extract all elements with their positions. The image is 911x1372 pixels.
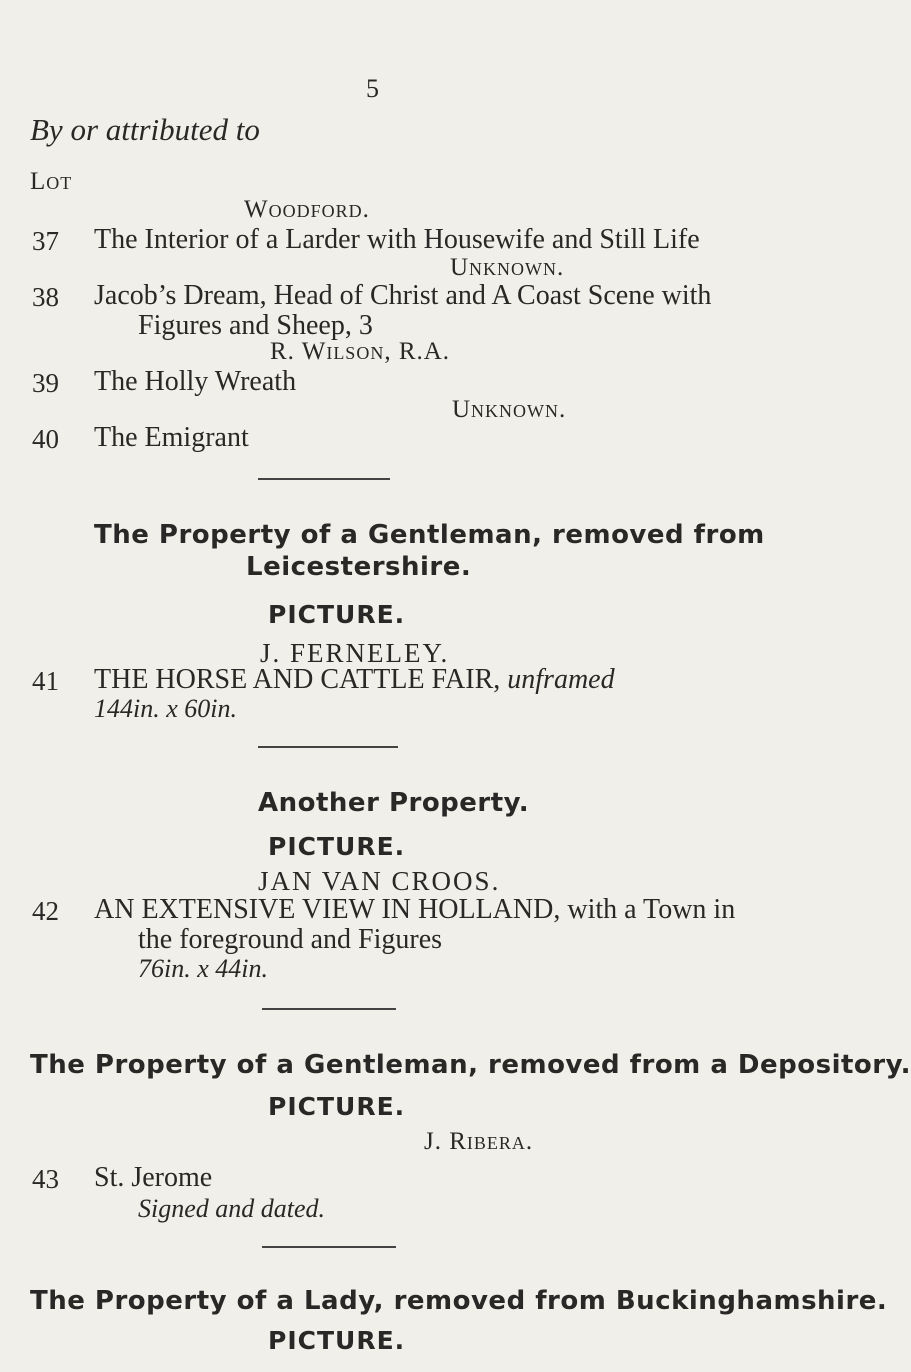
- header-attribution: By or attributed to: [30, 112, 260, 147]
- lot-38-artist: Unknown.: [450, 254, 565, 281]
- section-2-heading: Another Property.: [258, 788, 530, 818]
- lot-42-artist: JAN VAN CROOS.: [258, 866, 501, 896]
- lot-39-title: The Holly Wreath: [94, 366, 297, 397]
- section-3-picture-label: PICTURE.: [268, 1092, 406, 1121]
- lot-39-number: 39: [32, 368, 59, 398]
- lot-39-artist: R. Wilson, R.A.: [270, 338, 451, 365]
- lot-43-note: Signed and dated.: [138, 1194, 326, 1223]
- lot-43-artist: J. Ribera.: [424, 1128, 534, 1155]
- lot-42-number: 42: [32, 896, 59, 926]
- lot-41-title-text: THE HORSE AND CATTLE FAIR,: [94, 664, 501, 695]
- divider: [262, 1008, 396, 1010]
- lot-42-title-line2: the foreground and Figures: [138, 924, 443, 955]
- lot-38-title: Jacob’s Dream, Head of Christ and A Coast Scene with: [94, 280, 712, 311]
- lot-42-title-text: AN EXTENSIVE VIEW IN HOLLAND,: [94, 894, 561, 925]
- section-1-picture-label: PICTURE.: [268, 600, 406, 629]
- lot-37-number: 37: [32, 226, 59, 256]
- lot-37-title: The Interior of a Larder with Housewife and Still Life: [94, 224, 700, 255]
- lot-41-number: 41: [32, 666, 59, 696]
- section-4-picture-label: PICTURE.: [268, 1326, 406, 1355]
- section-1-heading-line2: Leicestershire.: [246, 552, 472, 582]
- lot-40-title: The Emigrant: [94, 422, 249, 453]
- divider: [258, 478, 390, 480]
- divider: [262, 1246, 396, 1248]
- lot-43-number: 43: [32, 1164, 59, 1194]
- lot-37-artist: Woodford.: [244, 196, 370, 223]
- lot-42-title: [94, 894, 735, 926]
- section-3-heading: The Property of a Gentleman, removed from a Depository.: [30, 1050, 911, 1080]
- lot-column-label: Lot: [30, 168, 73, 195]
- divider: [258, 746, 398, 748]
- lot-42-dimensions: 76in. x 44in.: [138, 954, 268, 983]
- lot-38-title-line2: Figures and Sheep, 3: [138, 310, 373, 341]
- page-number: 5: [366, 74, 379, 103]
- lot-38-number: 38: [32, 282, 59, 312]
- lot-41-artist: J. FERNELEY.: [260, 638, 450, 668]
- lot-40-artist: Unknown.: [452, 396, 567, 423]
- lot-43-title: St. Jerome: [94, 1162, 213, 1193]
- lot-41-note: unframed: [507, 664, 615, 695]
- lot-42-title-rest: with a Town in: [567, 894, 736, 925]
- lot-41-dimensions: 144in. x 60in.: [94, 694, 237, 723]
- section-2-picture-label: PICTURE.: [268, 832, 406, 861]
- section-1-heading: The Property of a Gentleman, removed from: [94, 520, 765, 550]
- lot-40-number: 40: [32, 424, 59, 454]
- section-4-heading: The Property of a Lady, removed from Buckinghamshire.: [30, 1286, 888, 1316]
- lot-41-title: [94, 664, 615, 696]
